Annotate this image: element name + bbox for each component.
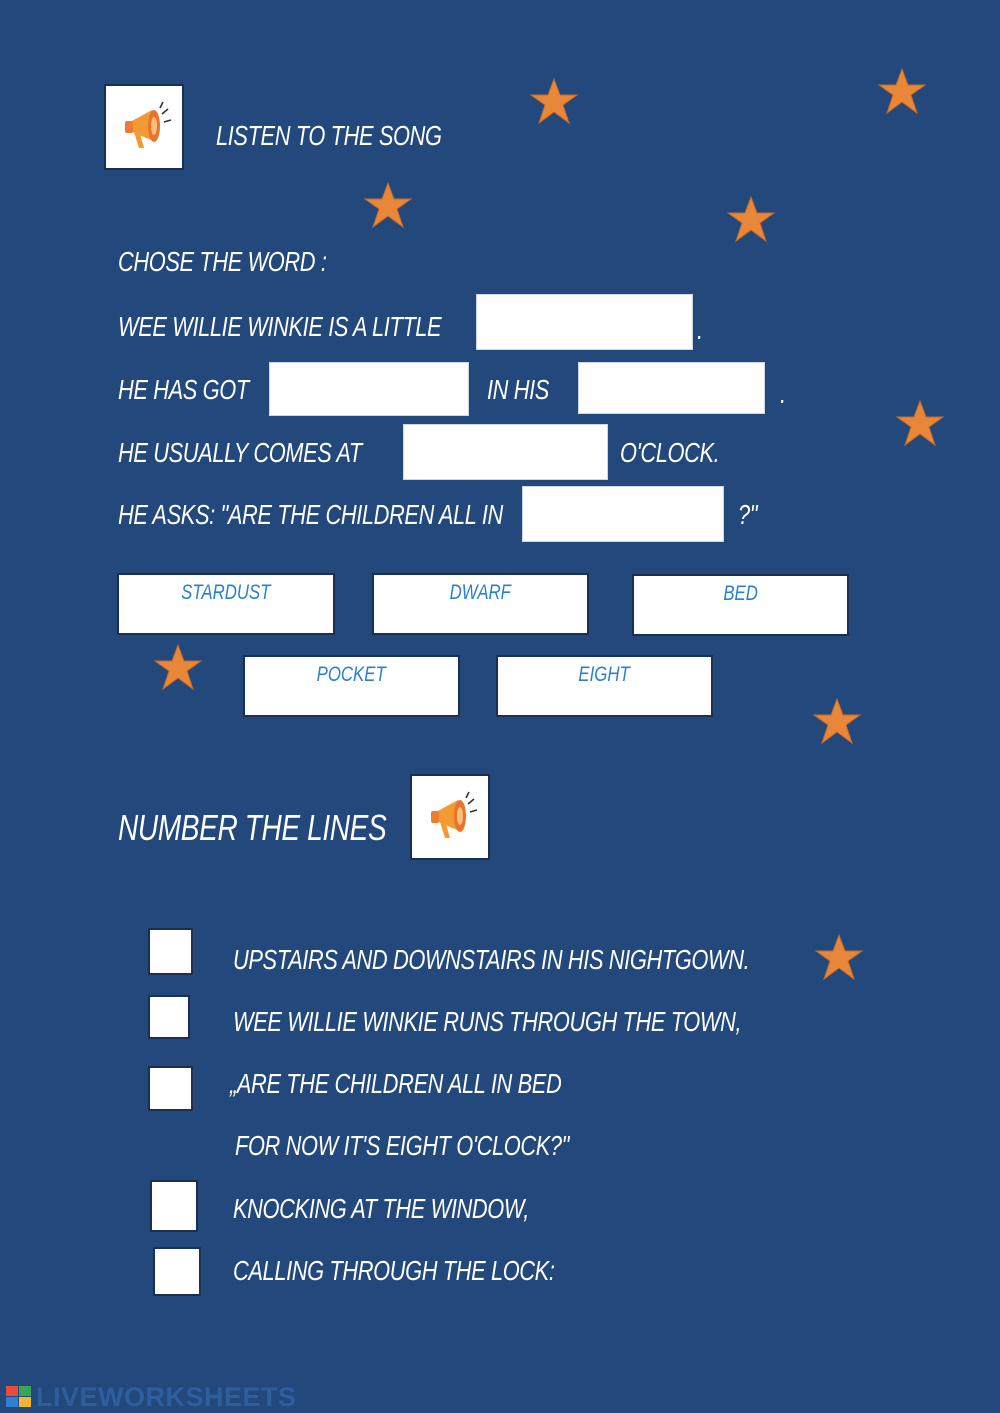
sentence-1-period: .: [697, 314, 703, 345]
sentence-2-middle: IN HIS: [487, 374, 549, 405]
word-tile-label: BED: [723, 582, 758, 605]
song-line-1: UPSTAIRS AND DOWNSTAIRS IN HIS NIGHTGOWN.: [233, 944, 750, 975]
sentence-2-period: .: [780, 378, 786, 409]
sentence-3-text: HE USUALLY COMES AT: [118, 437, 362, 468]
song-line-2: WEE WILLIE WINKIE RUNS THROUGH THE TOWN,: [233, 1006, 742, 1037]
section-title-number-lines: NUMBER THE LINES: [118, 807, 387, 848]
star-icon: [362, 180, 414, 232]
star-icon: [528, 76, 580, 128]
word-tile-pocket[interactable]: [243, 655, 460, 717]
sentence-3-suffix: O'CLOCK.: [620, 437, 720, 468]
star-icon: [894, 398, 946, 450]
number-input-5[interactable]: [153, 1247, 201, 1296]
star-icon: [876, 66, 928, 118]
sentence-2-text: HE HAS GOT: [118, 374, 249, 405]
section-title-choose-word: CHOSE THE WORD :: [118, 246, 327, 277]
star-icon: [811, 696, 863, 748]
word-tile-bed[interactable]: [632, 574, 849, 636]
word-tile-eight[interactable]: [496, 655, 713, 717]
word-tile-label: EIGHT: [578, 663, 631, 686]
star-icon: [813, 932, 865, 984]
drop-blank-5[interactable]: [522, 486, 724, 542]
listen-instruction: LISTEN TO THE SONG: [216, 120, 442, 151]
footer-brand: LIVEWORKSHEETS: [36, 1382, 297, 1412]
star-icon: [152, 642, 204, 694]
audio-play-button[interactable]: [104, 84, 184, 170]
drop-blank-4[interactable]: [403, 424, 608, 480]
song-line-5: KNOCKING AT THE WINDOW,: [233, 1193, 529, 1224]
liveworksheets-logo-icon: [6, 1386, 32, 1408]
word-tile-stardust[interactable]: [117, 573, 335, 635]
megaphone-icon: [116, 98, 176, 158]
number-input-2[interactable]: [148, 995, 190, 1039]
word-tile-label: STARDUST: [181, 581, 271, 604]
sentence-4-suffix: ?": [738, 499, 758, 530]
number-input-3[interactable]: [148, 1066, 193, 1111]
song-line-6: CALLING THROUGH THE LOCK:: [233, 1255, 555, 1286]
sentence-1-text: WEE WILLIE WINKIE IS A LITTLE: [118, 311, 442, 342]
word-tile-dwarf[interactable]: [372, 573, 589, 635]
star-icon: [725, 194, 777, 246]
drop-blank-1[interactable]: [476, 294, 693, 350]
sentence-4-text: HE ASKS: "ARE THE CHILDREN ALL IN: [118, 499, 503, 530]
drop-blank-2[interactable]: [269, 362, 469, 416]
megaphone-icon: [422, 788, 482, 848]
word-tile-label: POCKET: [316, 663, 387, 686]
song-line-3: „ARE THE CHILDREN ALL IN BED: [230, 1068, 562, 1099]
word-tile-label: DWARF: [449, 581, 512, 604]
number-input-4[interactable]: [150, 1180, 198, 1232]
audio-play-button-2[interactable]: [410, 774, 490, 860]
drop-blank-3[interactable]: [578, 362, 765, 414]
number-input-1[interactable]: [148, 928, 193, 975]
song-line-4: FOR NOW IT'S EIGHT O'CLOCK?": [235, 1130, 570, 1161]
